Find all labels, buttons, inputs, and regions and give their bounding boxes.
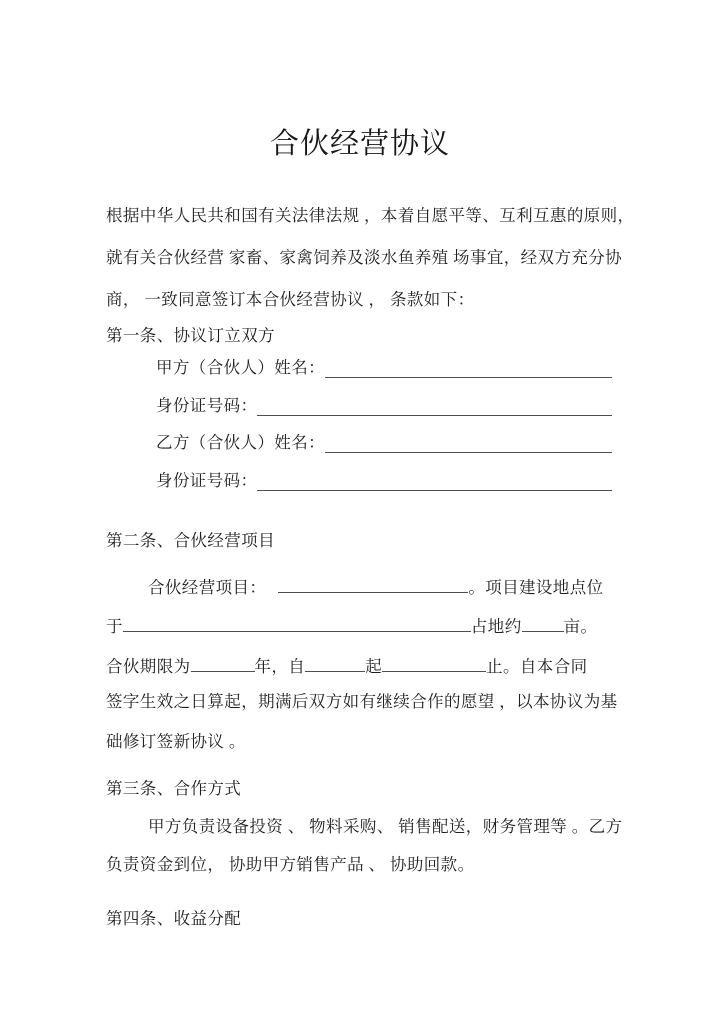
project-row <box>106 573 612 600</box>
section3-line-2: 负责资金到位， 协助甲方销售产品 、 协助回款。 <box>106 855 475 874</box>
section4-heading: 第四条、收益分配 <box>106 909 242 928</box>
term-end-blank-line <box>382 652 486 672</box>
project-blank-line <box>278 573 468 593</box>
party-a-id-row <box>106 394 612 418</box>
party-b-id-row <box>106 469 612 493</box>
section2-heading: 第二条、合伙经营项目 <box>106 531 275 550</box>
project-label: 合伙经营项目： <box>148 578 267 597</box>
term-mid2-text: 起 <box>365 657 383 676</box>
party-b-id-label: 身份证号码： <box>156 471 258 490</box>
location-pre-text: 于 <box>106 617 123 636</box>
term-after-text: 止。自本合同 <box>486 657 588 676</box>
party-b-name-label: 乙方（合伙人）姓名： <box>156 433 325 452</box>
term-start-blank-line <box>305 652 365 672</box>
party-b-id-blank-line <box>257 469 612 491</box>
party-a-name-blank-line <box>325 356 612 378</box>
area-blank-line <box>522 612 564 632</box>
section2-line-4: 签字生效之日算起，期满后双方如有继续合作的愿望 ，以本协议为基 <box>106 692 618 711</box>
intro-line-3: 商， 一致同意签订本合伙经营协议 ， 条款如下： <box>106 290 475 309</box>
section2-line-5: 础修订签新协议 。 <box>106 732 246 751</box>
location-blank-line <box>123 612 471 632</box>
location-mid-text: 占地约 <box>470 617 522 636</box>
location-after-text: 亩。 <box>563 617 598 636</box>
party-b-name-row <box>106 431 612 455</box>
document-title: 合伙经营协议 <box>269 128 450 160</box>
term-row <box>106 652 612 679</box>
intro-line-2: 就有关合伙经营 家畜、家禽饲养及淡水鱼养殖 场事宜，经双方充分协 <box>106 248 623 267</box>
party-a-name-row <box>106 356 612 380</box>
project-after-text: 。项目建设地点位 <box>468 578 604 597</box>
party-b-name-blank-line <box>325 431 612 453</box>
party-a-id-blank-line <box>257 394 612 416</box>
location-row <box>106 612 612 639</box>
party-a-id-label: 身份证号码： <box>156 396 258 415</box>
intro-line-1: 根据中华人民共和国有关法律法规 ，本着自愿平等、互利互惠的原则， <box>106 206 635 225</box>
term-pre-text: 合伙期限为 <box>106 657 191 676</box>
party-a-name-label: 甲方（合伙人）姓名： <box>156 358 325 377</box>
section3-heading: 第三条、合作方式 <box>106 779 242 798</box>
section3-line-1: 甲方负责设备投资 、 物料采购、 销售配送，财务管理等 。乙方 <box>148 817 623 836</box>
term-mid1-text: 年，自 <box>254 657 306 676</box>
section1-heading: 第一条、协议订立双方 <box>106 326 275 345</box>
term-years-blank-line <box>191 652 255 672</box>
